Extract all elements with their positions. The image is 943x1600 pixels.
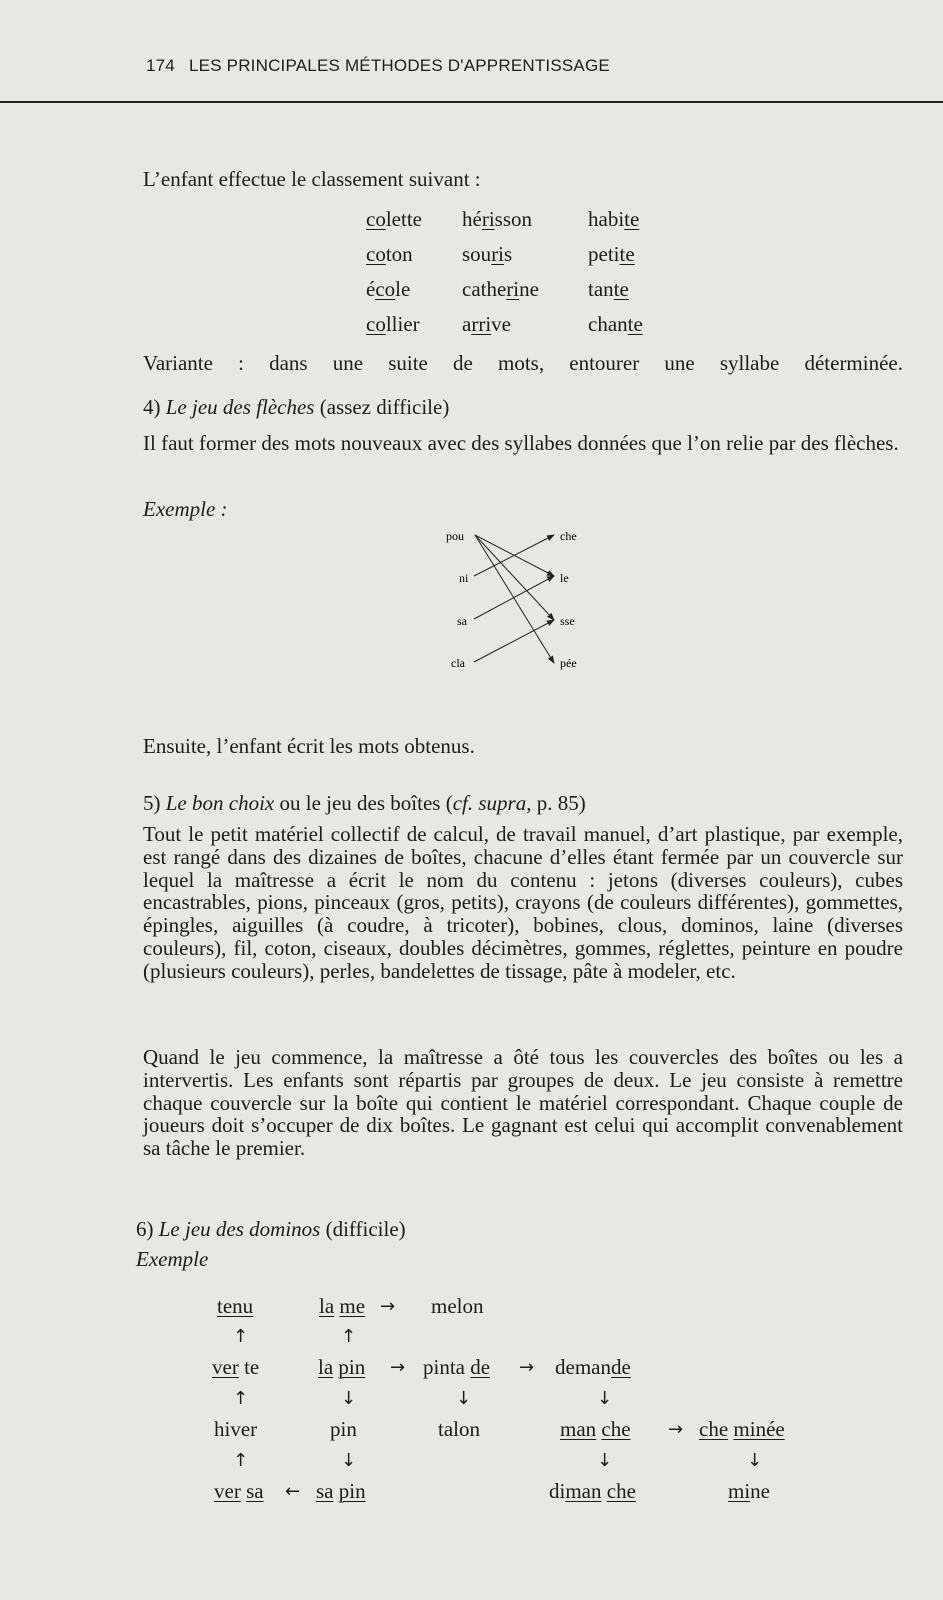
section5-paragraph-1: Tout le petit matériel collectif de calcul, de travail manuel, d’art plastique, par exemple, est rangé dans des dizaines de boîtes, chacune d’elles étant fermée par un couvercle sur lequel la maîtresse a écrit le nom du contenu : jetons (diverses couleurs), cubes encastrables, pions, pinceaux (gros, petits), crayons (de couleurs différentes), gommettes, épingles, aiguilles (à coudre, à tricoter), bobines, clous, dominos, laine (diverses couleurs), fil, coton, ciseaux, doubles décimètres, gommes, réglettes, peinture en poudre (plusieurs couleurs), perles, bandelettes de tissage, pâte à modeler, etc. [143,822,903,983]
classement-word: hérisson [462,207,533,231]
syllable-che: che [560,529,577,543]
section4-after: Ensuite, l’enfant écrit les mots obtenus. [143,734,475,758]
syllable-le: le [560,571,569,585]
syllable-cla: cla [451,656,465,670]
classement-word: école [366,277,411,301]
section6-heading: 6) Le jeu des dominos (difficile) [136,1217,406,1241]
section4-heading [143,394,449,420]
classement-word: habite [588,207,640,231]
arrow-pou-sse [475,535,554,620]
syllable-sa: sa [457,614,467,628]
classement-word: souris [462,242,513,266]
section4-title: Le jeu des flèches [165,395,315,419]
arrow-diagram [430,520,600,680]
syllable-sse: sse [560,614,575,628]
section5-paragraph-2: Quand le jeu commence, la maîtresse a ôté tous les couvercles des boîtes ou les a intervertis. Les enfants sont répartis par groupes de deux. Le jeu consiste à remettre chaque couvercle sur la boîte qui contient le matériel correspondant. Chaque couple de joueurs doit s’occuper de dix boîtes. Le gagnant est celui qui accomplit convenablement sa tâche le premier. [143,1045,903,1161]
classement-word: arrive [462,312,511,336]
section5-heading: 5) Le bon choix ou le jeu des boîtes (cf. supra, p. 85) [143,791,586,815]
syllable-ni: ni [459,571,469,585]
section4-text: Il faut former des mots nouveaux avec des syllabes données que l’on relie par des flèches. [143,431,899,455]
classement-word: coton [366,242,413,266]
syllable-pee: pée [560,656,577,670]
header-rule [0,101,943,103]
page-number: 174 [146,56,175,75]
section4-number: 4) [143,395,161,419]
arrow-pou-pee [475,535,554,663]
classement-word: catherine [462,277,539,301]
classement-word: tante [588,277,629,301]
section4-exemple: Exemple : [143,497,228,521]
classement-word: petite [588,242,635,266]
arrow-cla-sse [474,620,554,662]
classement-word: chante [588,312,643,336]
intro-text: L’enfant effectue le classement suivant : [143,167,481,191]
section5-title: Le bon choix [165,791,275,815]
arrow-sa-le [474,576,554,619]
classement-word: collier [366,312,420,336]
classement-word: colette [366,207,422,231]
section6-title: Le jeu des dominos [158,1217,321,1241]
section4-difficulty: (assez difficile) [319,395,450,419]
variante-text: Variante : dans une suite de mots, entourer une syllabe déterminée. [143,351,903,375]
syllable-pou: pou [446,529,464,543]
section6-exemple: Exemple [136,1247,209,1271]
running-title: LES PRINCIPALES MÉTHODES D'APPRENTISSAGE [189,56,610,75]
